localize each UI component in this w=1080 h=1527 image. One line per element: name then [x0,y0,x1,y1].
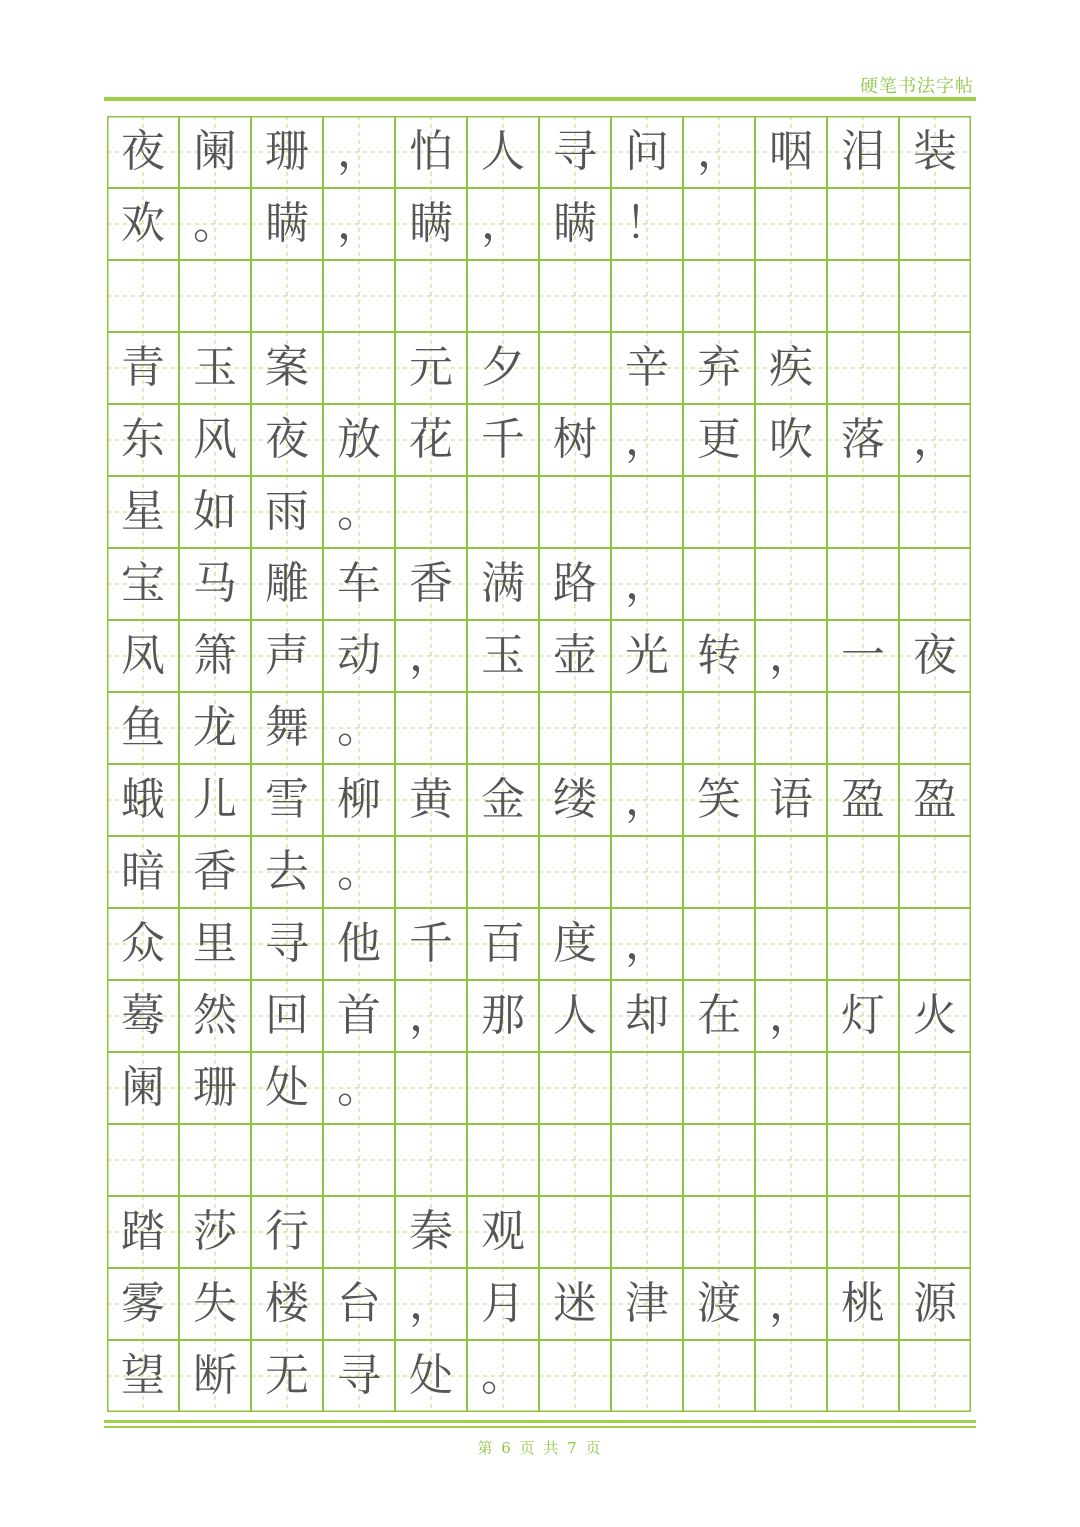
grid-cell [611,836,683,908]
grid-cell [611,1340,683,1412]
grid-cell: 瞒 [265,198,309,249]
grid-cell: 台 [337,1278,381,1329]
grid-cell: 宝 [121,558,165,609]
footer-rule [104,1420,976,1423]
grid-cell: 寻 [337,1350,381,1401]
grid-cell [827,476,899,548]
grid-cell: 盈 [913,774,957,825]
grid-cell: 暗 [121,846,165,897]
grid-cell [683,476,755,548]
grid-cell: 儿 [193,774,237,825]
grid-cell: 咽 [769,126,813,177]
grid-cell [683,1340,755,1412]
grid-cell: 阑 [121,1062,165,1113]
grid-cell: 。 [337,486,381,537]
grid-cell [827,260,899,332]
grid-cell [395,836,467,908]
grid-cell: ， [625,558,669,609]
grid-cell: 。 [481,1350,525,1401]
grid-cell: 津 [625,1278,669,1329]
grid-cell: 放 [337,414,381,465]
grid-cell: 东 [121,414,165,465]
grid-cell [827,188,899,260]
grid-cell: 那 [481,990,525,1041]
grid-cell [683,548,755,620]
grid-row [107,1052,971,1124]
grid-cell: 元 [409,342,453,393]
grid-cell: 行 [265,1206,309,1257]
grid-cell [539,836,611,908]
grid-cell [899,836,971,908]
grid-cell: 去 [265,846,309,897]
grid-cell [755,260,827,332]
grid-cell: ， [337,198,381,249]
grid-cell [755,836,827,908]
grid-cell: 。 [193,198,237,249]
grid-cell [827,1196,899,1268]
grid-cell [755,908,827,980]
grid-cell: 更 [697,414,741,465]
grid-cell: 香 [193,846,237,897]
grid-cell [827,1052,899,1124]
grid-cell: 弃 [697,342,741,393]
grid-cell: 动 [337,630,381,681]
grid-cell [395,1052,467,1124]
grid-cell: 星 [121,486,165,537]
grid-cell: 缕 [553,774,597,825]
grid-row [107,548,971,620]
grid-cell [539,1196,611,1268]
grid-cell: 月 [481,1278,525,1329]
grid-cell [827,1124,899,1196]
grid-row [107,980,971,1052]
grid-cell: 雕 [265,558,309,609]
grid-cell [899,548,971,620]
grid-cell: 问 [625,126,669,177]
grid-cell: 光 [625,630,669,681]
grid-cell: 一 [841,630,885,681]
grid-cell: ， [481,198,525,249]
grid-cell: 桃 [841,1278,885,1329]
grid-cell: 千 [409,918,453,969]
grid-cell [827,692,899,764]
grid-cell [755,476,827,548]
grid-cell [899,332,971,404]
grid-cell [323,332,395,404]
grid-cell: 马 [193,558,237,609]
grid-row [107,836,971,908]
grid-cell: 疾 [769,342,813,393]
grid-cell: 箫 [193,630,237,681]
grid-cell: ， [913,414,957,465]
grid-cell: 灯 [841,990,885,1041]
grid-cell [899,1196,971,1268]
grid-cell: 断 [193,1350,237,1401]
grid-row [107,260,971,332]
grid-row [107,404,971,476]
grid-cell: 落 [841,414,885,465]
grid-cell [467,836,539,908]
grid-cell: 度 [553,918,597,969]
grid-cell [899,908,971,980]
grid-cell [827,908,899,980]
grid-cell [755,548,827,620]
grid-cell: 人 [481,126,525,177]
grid-cell [539,1124,611,1196]
grid-cell [611,1196,683,1268]
grid-cell: 首 [337,990,381,1041]
grid-cell: 夜 [913,630,957,681]
grid-cell: 。 [337,702,381,753]
grid-cell: 声 [265,630,309,681]
grid-cell [683,1052,755,1124]
grid-cell: ， [769,630,813,681]
grid-cell [755,692,827,764]
grid-cell [467,476,539,548]
grid-cell [899,188,971,260]
grid-cell: 寻 [553,126,597,177]
grid-cell: 众 [121,918,165,969]
grid-cell: 千 [481,414,525,465]
grid-cell [323,1196,395,1268]
grid-cell [827,548,899,620]
grid-cell: 案 [265,342,309,393]
grid-cell: 他 [337,918,381,969]
grid-cell [395,476,467,548]
grid-cell: 夜 [265,414,309,465]
grid-cell: 瞒 [409,198,453,249]
grid-row [107,116,971,188]
grid-cell: 珊 [193,1062,237,1113]
grid-cell: 源 [913,1278,957,1329]
grid-cell: 鱼 [121,702,165,753]
grid-cell: 。 [337,1062,381,1113]
grid-cell [899,1052,971,1124]
grid-cell: ， [409,990,453,1041]
grid-cell: 蛾 [121,774,165,825]
grid-cell [179,260,251,332]
footer-rule-thin [104,1426,976,1428]
grid-cell: ， [625,918,669,969]
grid-cell: 渡 [697,1278,741,1329]
grid-cell: ， [409,630,453,681]
grid-cell [611,260,683,332]
grid-cell: 阑 [193,126,237,177]
header-title: 硬笔书法字帖 [860,76,974,97]
grid-cell: 秦 [409,1206,453,1257]
grid-cell [827,836,899,908]
grid-cell [395,260,467,332]
grid-cell [611,692,683,764]
grid-cell [611,476,683,548]
grid-row [107,908,971,980]
grid-cell: 青 [121,342,165,393]
grid-cell [755,1196,827,1268]
grid-cell [755,188,827,260]
grid-cell [539,1052,611,1124]
grid-cell [395,692,467,764]
grid-cell: 莎 [193,1206,237,1257]
grid-cell [107,260,179,332]
grid-cell [323,1124,395,1196]
grid-cell: 瞒 [553,198,597,249]
grid-cell: 黄 [409,774,453,825]
grid-row [107,764,971,836]
grid-row [107,188,971,260]
grid-cell: 龙 [193,702,237,753]
grid-cell: 处 [265,1062,309,1113]
grid-cell: 装 [913,126,957,177]
grid-row [107,1268,971,1340]
grid-cell: 香 [409,558,453,609]
grid-cell [899,1124,971,1196]
grid-cell: 笑 [697,774,741,825]
grid-cell [683,836,755,908]
grid-cell: 珊 [265,126,309,177]
grid-cell: 怕 [409,126,453,177]
grid-cell [179,1124,251,1196]
grid-cell: 在 [697,990,741,1041]
grid-cell: 踏 [121,1206,165,1257]
grid-cell: ， [769,1278,813,1329]
grid-cell: 辛 [625,342,669,393]
grid-cell [683,1196,755,1268]
grid-cell: ， [769,990,813,1041]
grid-cell [539,476,611,548]
grid-cell [323,260,395,332]
grid-cell [683,1124,755,1196]
grid-cell [611,1052,683,1124]
grid-row [107,476,971,548]
grid-cell: 金 [481,774,525,825]
grid-cell [827,332,899,404]
grid-cell [827,1340,899,1412]
grid-cell: 然 [193,990,237,1041]
grid-cell: 玉 [481,630,525,681]
grid-cell [899,1340,971,1412]
grid-cell: 寻 [265,918,309,969]
grid-cell: ， [625,774,669,825]
grid-cell: 玉 [193,342,237,393]
grid-cell: 。 [337,846,381,897]
grid-cell [395,1124,467,1196]
grid-cell: 泪 [841,126,885,177]
grid-cell [683,908,755,980]
grid-cell: 柳 [337,774,381,825]
grid-cell: 观 [481,1206,525,1257]
grid-row [107,1340,971,1412]
grid-row [107,620,971,692]
grid-cell: ， [697,126,741,177]
grid-row [107,1196,971,1268]
grid-cell [611,1124,683,1196]
grid-cell: ， [625,414,669,465]
grid-cell: 迷 [553,1278,597,1329]
grid-cell: 里 [193,918,237,969]
grid-cell: 舞 [265,702,309,753]
grid-cell [539,1340,611,1412]
grid-cell: 火 [913,990,957,1041]
grid-cell [467,1124,539,1196]
grid-cell: 如 [193,486,237,537]
grid-cell [755,1340,827,1412]
grid-cell: 百 [481,918,525,969]
header-rule [104,97,976,101]
grid-cell [251,260,323,332]
grid-cell [683,260,755,332]
grid-cell: 人 [553,990,597,1041]
grid-cell: 盈 [841,774,885,825]
grid-cell: 壶 [553,630,597,681]
grid-cell: 凤 [121,630,165,681]
grid-cell: 风 [193,414,237,465]
grid-cell: 转 [697,630,741,681]
grid-cell [539,260,611,332]
grid-cell: 蓦 [121,990,165,1041]
grid-cell [899,692,971,764]
grid-cell: 花 [409,414,453,465]
grid-row [107,692,971,764]
grid-row [107,332,971,404]
grid-cell: 雨 [265,486,309,537]
grid-cell: 雪 [265,774,309,825]
grid-cell: 满 [481,558,525,609]
grid-cell [107,1124,179,1196]
grid-cell: 失 [193,1278,237,1329]
grid-cell: ， [409,1278,453,1329]
grid-cell [683,188,755,260]
grid-cell [539,692,611,764]
grid-cell: 吹 [769,414,813,465]
grid-cell: 树 [553,414,597,465]
page-number: 第 6 页 共 7 页 [477,1439,603,1457]
grid-row [107,1124,971,1196]
grid-cell: 路 [553,558,597,609]
grid-cell: 无 [265,1350,309,1401]
grid-cell: ！ [625,198,669,249]
grid-cell: 车 [337,558,381,609]
grid-cell: ， [337,126,381,177]
practice-grid [107,116,971,1412]
grid-cell [755,1052,827,1124]
grid-cell [683,692,755,764]
grid-cell: 语 [769,774,813,825]
grid-cell [755,1124,827,1196]
grid-cell: 夕 [481,342,525,393]
grid-cell: 欢 [121,198,165,249]
grid-cell: 雾 [121,1278,165,1329]
grid-cell [251,1124,323,1196]
grid-cell [467,692,539,764]
grid-cell [467,1052,539,1124]
grid-cell [899,260,971,332]
grid-cell: 望 [121,1350,165,1401]
grid-cell [467,260,539,332]
grid-cell: 楼 [265,1278,309,1329]
grid-cell: 夜 [121,126,165,177]
grid-cells [107,116,971,1412]
grid-cell: 却 [625,990,669,1041]
grid-cell [899,476,971,548]
grid-cell: 回 [265,990,309,1041]
grid-cell [539,332,611,404]
grid-cell: 处 [409,1350,453,1401]
